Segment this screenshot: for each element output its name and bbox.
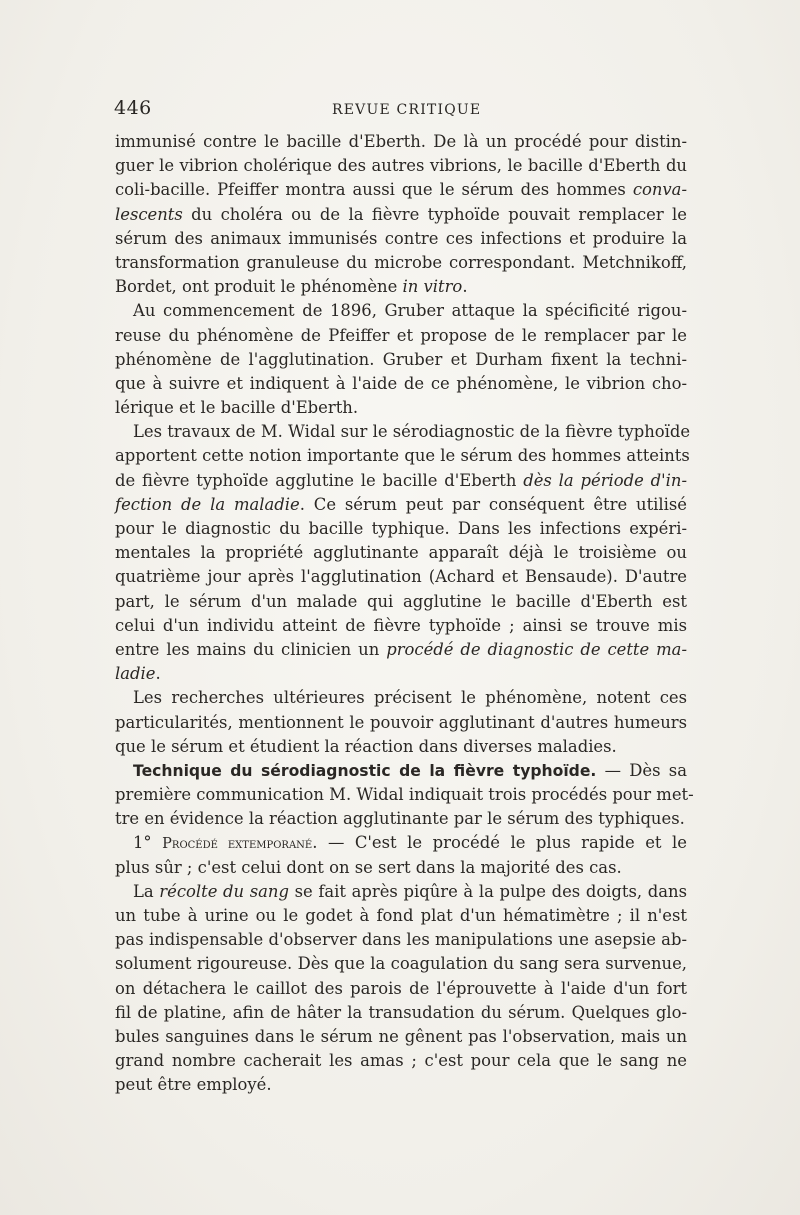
text-line	[115, 638, 687, 662]
text-span: du choléra ou de la fièvre typhoïde pouvait remplacer le	[182, 204, 687, 224]
italic-text: conva-	[632, 180, 687, 200]
text-span: celui d'un individu atteint de fièvre typhoïde ; ainsi se trouve mis	[115, 615, 687, 635]
text-span: Les travaux de M. Widal sur le sérodiagnostic de la fièvre typhoïde	[133, 422, 691, 442]
text-span: peut être employé.	[115, 1075, 272, 1095]
text-line	[115, 1001, 687, 1025]
text-line	[115, 856, 687, 880]
running-head: REVUE CRITIQUE	[332, 102, 482, 118]
text-line	[115, 614, 687, 638]
text-line	[115, 831, 687, 855]
text-span: fil de platine, afin de hâter la transudation du sérum. Quelques glo-	[115, 1002, 687, 1022]
text-line	[115, 517, 687, 541]
text-span: mentales la propriété agglutinante apparaît déjà le troisième ou	[115, 543, 687, 563]
section-heading: Technique du sérodiagnostic de la fièvre typhoïde.	[133, 761, 597, 780]
text-line	[115, 154, 687, 178]
text-span: entre les mains du clinicien un	[115, 639, 387, 659]
text-line	[115, 348, 687, 372]
text-line	[115, 178, 687, 202]
text-span: grand nombre cacherait les amas ; c'est pour cela que le sang ne	[115, 1051, 687, 1071]
text-line	[115, 130, 687, 154]
italic-text: fection de la maladie	[115, 494, 300, 514]
text-span: de fièvre typhoïde agglutine le bacille d'Eberth	[115, 470, 524, 490]
text-span: Au commencement de 1896, Gruber attaque la spécificité rigou-	[133, 301, 687, 321]
text-line	[115, 203, 687, 227]
text-span: particularités, mentionnent le pouvoir agglutinant d'autres humeurs	[115, 712, 687, 732]
text-span: . Ce sérum peut par conséquent être utilisé	[299, 494, 687, 514]
italic-text: récolte du sang	[159, 881, 289, 901]
text-line	[115, 952, 687, 976]
text-span: que le sérum et étudient la réaction dans diverses maladies.	[115, 736, 617, 756]
text-line	[115, 324, 687, 348]
text-span: coli-bacille. Pfeiffer montra aussi que le sérum des hommes	[115, 180, 633, 200]
text-span: guer le vibrion cholérique des autres vibrions, le bacille d'Eberth du	[115, 156, 687, 176]
text-span: 1°	[133, 833, 163, 853]
text-span: solument rigoureuse. Dès que la coagulation du sang sera survenue,	[115, 954, 687, 974]
text-line	[115, 372, 687, 396]
italic-text: procédé de diagnostic de cette ma-	[386, 639, 687, 659]
text-line	[115, 396, 687, 420]
text-line	[115, 299, 687, 323]
text-line	[115, 541, 687, 565]
text-line	[115, 904, 687, 928]
text-span: immunisé contre le bacille d'Eberth. De là un procédé pour distin-	[115, 132, 687, 151]
text-span: part, le sérum d'un malade qui agglutine le bacille d'Eberth est	[115, 591, 687, 611]
italic-text: dès la période d'in-	[523, 470, 687, 490]
text-span: tre en évidence la réaction agglutinante par le sérum des typhiques.	[115, 809, 685, 829]
text-line	[115, 251, 687, 275]
text-line	[115, 1049, 687, 1073]
page-number: 446	[114, 97, 152, 119]
text-span: pour le diagnostic du bacille typhique. Dans les infections expéri-	[115, 519, 687, 538]
text-line	[115, 565, 687, 589]
text-span: Bordet, ont produit le phénomène	[115, 277, 403, 297]
italic-text: ladie	[115, 664, 156, 684]
text-span: transformation granuleuse du microbe correspondant. Metchnikoff,	[115, 252, 687, 272]
text-line	[115, 420, 691, 444]
text-line	[115, 807, 687, 831]
text-line	[115, 783, 694, 807]
text-span: lérique et le bacille d'Eberth.	[115, 398, 359, 418]
text-span: se fait après piqûre à la pulpe des doigts, dans	[288, 881, 687, 901]
text-line	[115, 493, 687, 517]
text-line	[115, 590, 687, 614]
text-line	[115, 977, 687, 1001]
text-span: première communication M. Widal indiquait trois procédés pour met-	[115, 785, 694, 805]
text-span: phénomène de l'agglutination. Gruber et Durham fixent la techni-	[115, 349, 687, 369]
text-span: Les recherches ultérieures précisent le phénomène, notent ces	[133, 688, 687, 708]
text-span: on détachera le caillot des parois de l'éprouvette à l'aide d'un fort	[115, 978, 687, 998]
text-span: .	[462, 277, 468, 297]
text-span: bules sanguines dans le sérum ne gênent pas l'observation, mais un	[115, 1026, 687, 1046]
text-span: que à suivre et indiquent à l'aide de ce phénomène, le vibrion cho-	[115, 373, 687, 393]
subsection-label: Procédé extemporané	[162, 836, 313, 853]
text-line	[115, 711, 687, 735]
body-text	[115, 130, 694, 1098]
text-span: La	[133, 881, 160, 901]
italic-text: lescents	[115, 204, 183, 224]
text-line	[115, 1073, 687, 1097]
text-span: reuse du phénomène de Pfeiffer et propose de le remplacer par le	[115, 325, 687, 345]
text-line	[115, 444, 690, 468]
text-span: pas indispensable d'observer dans les manipulations une asepsie ab-	[115, 930, 687, 950]
text-line	[115, 735, 687, 759]
text-span: sérum des animaux immunisés contre ces infections et produire la	[115, 228, 687, 248]
text-line	[115, 275, 687, 299]
text-line	[115, 759, 687, 783]
text-span: — Dès sa	[596, 760, 687, 780]
text-span: .	[155, 664, 161, 684]
text-line	[115, 469, 687, 493]
text-line	[115, 686, 687, 710]
page-header	[108, 97, 698, 123]
text-line	[115, 227, 687, 251]
text-span: quatrième jour après l'agglutination (Achard et Bensaude). D'autre	[115, 567, 687, 587]
text-line	[115, 928, 687, 952]
text-span: . — C'est le procédé le plus rapide et le	[312, 833, 687, 853]
text-line	[115, 880, 687, 904]
text-line	[115, 662, 687, 686]
text-line	[115, 1025, 687, 1049]
text-span: plus sûr ; c'est celui dont on se sert dans la majorité des cas.	[115, 857, 622, 877]
text-span: apportent cette notion importante que le sérum des hommes atteints	[115, 446, 690, 466]
text-span: un tube à urine ou le godet à fond plat d'un hématimètre ; il n'est	[115, 906, 687, 925]
italic-text: in vitro	[402, 277, 463, 297]
